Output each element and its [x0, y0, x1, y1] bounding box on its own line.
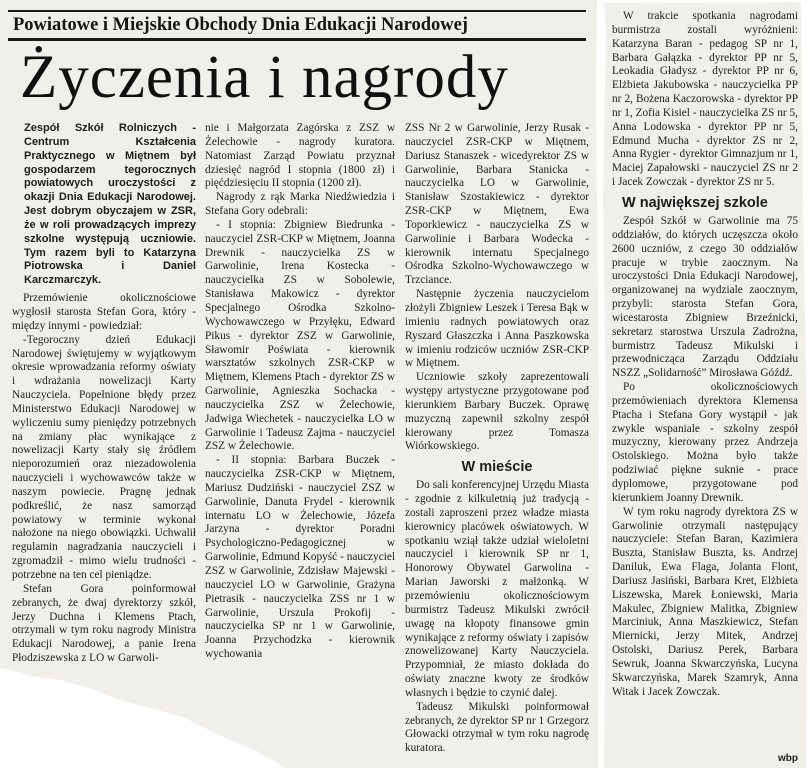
subheading-w-miescie: W mieście: [461, 459, 533, 476]
paragraph: Następnie życzenia nauczycielom złożyli Zbigniew Leszek i Teresa Bąk w imieniu radnych powiatowych oraz Ryszard Głaszczka i Anna Paszkowska w imieniu rodziców uczniów ZSR-CKP w Miętnem.: [405, 288, 589, 370]
paragraph: Przemówienie okolicznościowe wygłosił starosta Stefan Gora, który - między innymi - powiedział:: [12, 292, 196, 332]
paragraph: ZSS Nr 2 w Garwolinie, Jerzy Rusak - nauczyciel ZSR-CKP w Miętnem, Dariusz Stanaszek - wicedyrektor ZS w Garwolinie, Barbara Stanicka - nauczycielka LO w Garwolinie, Stanisław Szostakiewicz - dyrektor ZSR-CKP w Miętnem, Ewa Toporkiewicz - nauczycielka ZS w Garwolinie i Barbara Wodecka - kierownik internatu Specjalnego Ośrodka Szkolno-Wychowawczego w Trzciance.: [405, 122, 589, 287]
paragraph: Stefan Gora poinformował zebranych, że dwaj dyrektorzy szkół, Jerzy Duchna i Klemens Ptach, otrzymali w tym roku nagrody Ministra Edukacji Narodowej, a panie Irena Płodziszewska z LO w Garwoli-: [12, 582, 196, 665]
section-header: Powiatowe i Miejskie Obchody Dnia Edukacji Narodowej: [13, 15, 468, 35]
column-3: [405, 122, 589, 756]
paragraph: W trakcie spotkania nagrodami burmistrza zostali wyróżnieni: Katarzyna Baran - pedagog SP nr 1, Barbara Gałązka - dyrektor PP nr 5, Leokadia Gładysz - dyrektor PP nr 6, Elżbieta Jakubowska - nauczycielka PP nr 2, Bożena Kaczorowska - dyrektor PP nr 1, Zofia Kisiel - nauczycielka ZS nr 5, Anna Lodowska - dyrektor PP nr 5, Edmund Mucha - dyrektor ZS nr 2, Anna Rygier - dyrektor Gimnazjum nr 1, Maciej Zapałowski - nauczyciel ZS nr 2 i Jacek Zowczak - dyrektor ZS nr 5.: [612, 10, 798, 189]
column-1: [12, 122, 196, 666]
column-2: [205, 122, 395, 662]
paragraph: -Tegoroczny dzień Edukacji Narodowej świętujemy w wyjątkowym okresie wprowadzania reformy oświaty i wdrażania nowelizacji Karty Nauczyciela. Popełnione błędy przez Ministerstwo Edukacji Narodowej w wyliczeniu sumy pieniędzy potrzebnych na zmiany płac wynikające z nowelizacji Karty stały się źródłem nieporozumień oraz niezadowolenia nauczycieli i wychowawców także w naszym powiecie. Pragnę jednak podkreślić, że nasz samorząd powiatowy w terminie wykonał nałożone na niego obowiązki. Uchwalił regulamin nagradzania nauczycieli i zgromadził - mimo wielu trudności - potrzebne na ten cel pieniądze.: [12, 333, 196, 581]
header-top-rule: [8, 10, 586, 12]
paragraph: - II stopnia: Barbara Buczek - nauczycielka ZSR-CKP w Miętnem, Mariusz Dudziński - nauczyciel ZSZ w Garwolinie, Danuta Frydel - kierownik internatu LO w Żelechowie, Józefa Jarzyna - dyrektor Poradni Psychologiczno-Pedagogicznej w Garwolinie, Edmund Kopyść - nauczyciel ZSZ w Garwolinie, Zdzisław Majewski - nauczyciel LO w Garwolinie, Grażyna Pietrasik - nauczycielka ZSS nr 1 w Garwolinie, Urszula Prokofij - nauczycielka SP nr 1 w Garwolinie, Joanna Przychodzka - kierownik wychowania: [205, 454, 395, 661]
paragraph: Zespół Szkół w Garwolinie ma 75 oddziałów, do których uczęszcza około 2600 uczniów, z czego 30 oddziałów pracuje w trybie zaocznym. Na uroczystości Dnia Edukacji Narodowej, organizowanej na wydziale zaocznym, przybyli: starosta Stefan Gora, wicestarosta Zbigniew Brzeźnicki, sekretarz starostwa Urszula Zadrożna, burmistrz Tadeusz Mikulski i przewodnicząca Zarządu Oddziału NSZZ „Solidarność” Mirosława Góźdź.: [612, 214, 798, 380]
paragraph: Po okolicznościowych przemówieniach dyrektora Klemensa Ptacha i Stefana Gory wystąpił - jak zwykle wspaniale - szkolny zespół muzyczny, kierowany przez Andrzeja Ostolskiego. Można było także podziwiać piękne suknie - prace dyplomowe, przygotowane pod kierunkiem Joanny Drewnik.: [612, 381, 798, 504]
header-bottom-rule: [8, 38, 586, 41]
paragraph: Uczniowie szkoły zaprezentowali występy artystyczne przygotowane pod kierunkiem Barbary Buczek. Oprawę muzyczną zapewnił szkolny zespół kierowany przez Tomasza Wiórkowskiego.: [405, 371, 589, 453]
paragraph: Nagrody z rąk Marka Niedźwiedzia i Stefana Gory odebrali:: [205, 191, 395, 218]
subheading-w-najwiekszej-szkole: W największej szkole: [622, 194, 768, 211]
headline: Życzenia i nagrody: [20, 44, 509, 111]
paragraph: Tadeusz Mikulski poinformował zebranych, że dyrektor SP nr 1 Grzegorz Głowacki otrzymał w tym roku nagrodę kuratora.: [405, 700, 589, 755]
credit-mark: wbp: [778, 753, 798, 764]
paragraph: Do sali konferencyjnej Urzędu Miasta - zgodnie z kilkuletnią już tradycją - zostali zaproszeni przez władze miasta kierownicy placówek oświatowych. W spotkaniu wziął także udział wieloletni nauczyciel i kierownik SP nr 1, Honorowy Obywatel Garwolina - Marian Jaworski z małżonką. W przemówieniu okolicznościowym burmistrz Tadeusz Mikulski zwrócił uwagę na kłopoty finansowe gmin wynikające z reformy oświaty i zapisów znowelizowanej Karty Nauczyciela. Przypomniał, że miasto dokłada do oświaty znaczne kwoty ze środków własnych i będzie to czynić dalej.: [405, 479, 589, 699]
paragraph: nie i Małgorzata Zagórska z ZSZ w Żelechowie - nagrody kuratora. Natomiast Zarząd Powiatu przyznał dziesięć nagród I stopnia (1800 zł) i pięćdziesięciu II stopnia (1200 zł).: [205, 122, 395, 190]
paragraph: W tym roku nagrody dyrektora ZS w Garwolinie otrzymali następujący nauczyciele: Stefan Baran, Kazimiera Buszta, Stanisław Buszta, ks. Andrzej Daniluk, Ewa Flaga, Jolanta Flont, Dariusz Jasiński, Barbara Kret, Elżbieta Liszewska, Marek Łoniewski, Maria Makulec, Zbigniew Malitka, Zbigniew Marciniuk, Anna Maszkiewicz, Stefan Miernicki, Jerzy Mitek, Andrzej Ostolski, Dariusz Perek, Barbara Sewruk, Joanna Skwarczyńska, Lucyna Skwarczyńska, Marek Szamryk, Anna Witak i Jacek Zowczak.: [612, 505, 798, 698]
paragraph: - I stopnia: Zbigniew Biedrunka - nauczyciel ZSR-CKP w Miętnem, Joanna Drewnik - nauczycielka ZS w Garwolinie, Irena Kostecka - nauczycielka ZS w Sobolewie, Stanisława Makowicz - dyrektor Specjalnego Ośrodka Szkolno-Wychowawczego w Przyłęku, Edward Pikus - dyrektor ZSZ w Garwolinie, Sławomir Poświata - kierownik warsztatów szkolnych ZSR-CKP w Miętnem, Klemens Ptach - dyrektor ZS w Garwolinie, Agnieszka Sochacka - nauczycielka ZSZ w Żelechowie, Jadwiga Wiechetek - nauczycielka LO w Garwolinie i Tadeusz Zajma - nauczyciel ZSZ w Żelechowie.: [205, 218, 395, 453]
lead-paragraph: Zespół Szkół Rolniczych - Centrum Kształcenia Praktycznego w Miętnem był gospodarzem tegorocznych powiatowych uroczystości z okazji Dnia Edukacji Narodowej. Jest dobrym obyczajem w ZSR, że w roli prowadzących imprezy szkolne występują uczniowie. Tym razem byli to Katarzyna Piotrowska i Daniel Karczmarczyk.: [24, 122, 196, 287]
column-4: [612, 10, 798, 700]
